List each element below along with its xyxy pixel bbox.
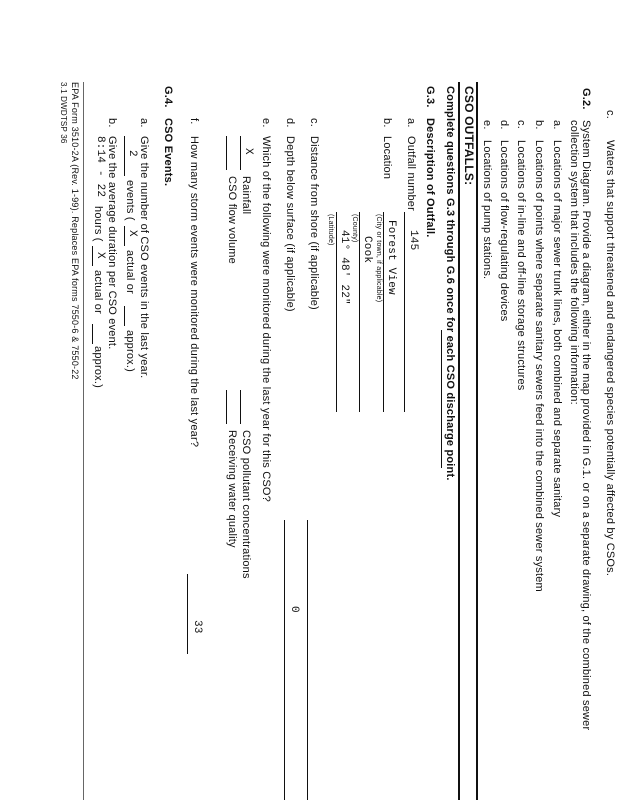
cso-heading-top-rule <box>476 82 478 800</box>
g4a-events-text: events ( <box>124 180 136 221</box>
g2-item-e-text: Locations of pump stations. <box>481 140 493 280</box>
city-caption: (City or town, if applicable) <box>375 214 382 303</box>
g4b-duration-value: 8:14 - 22 <box>94 136 106 198</box>
footer-form-id: EPA Form 3510-2A (Rev. 1-99). Replaces EPA forms 7550-6 & 7550-22 <box>70 82 80 380</box>
flow-checkbox-line[interactable] <box>226 136 227 170</box>
g2-item-b-text: Locations of points where separate sanitary sewers feed into the combined sewer system <box>533 140 545 592</box>
g3f-answer-line <box>187 574 188 654</box>
receiving-checkbox-line[interactable] <box>226 390 227 424</box>
g3-number: G.3. <box>424 86 436 108</box>
latitude-answer-line <box>336 212 337 412</box>
g4b-label: Give the average duration per CSO event. <box>106 136 118 350</box>
g4-number: G.4. <box>162 86 174 108</box>
item-c-text: Waters that support threatened and endangered species potentially affected by CSOs. <box>604 140 616 577</box>
g3a-outfall-number-value: 145 <box>407 230 419 251</box>
g3a-label: Outfall number <box>405 136 417 211</box>
g2-item-d-text: Locations of flow-regulating devices <box>498 140 510 322</box>
g2-item-a-marker: a. <box>551 120 563 130</box>
g3f-marker: f. <box>188 118 200 125</box>
receiving-label: Receiving water quality <box>226 430 238 548</box>
g4a-label: Give the number of CSO events in the last year. <box>138 136 150 379</box>
county-answer-line <box>359 212 360 412</box>
footer-rule <box>83 82 84 800</box>
rainfall-checkbox-line[interactable] <box>240 136 241 170</box>
cso-outfalls-heading: CSO OUTFALLS: <box>462 86 476 186</box>
g3e-label: Which of the following were monitored during the last year for this CSO? <box>260 136 272 502</box>
g2-item-e-marker: e. <box>481 120 493 130</box>
g2-text-line2: collection system that includes the following information: <box>568 120 580 405</box>
g3c-answer-line <box>307 520 308 800</box>
rainfall-label: Rainfall <box>240 176 252 215</box>
g3f-label: How many storm events were monitored during the last year? <box>188 136 200 448</box>
g4a-approx-checkbox-line[interactable] <box>124 306 125 326</box>
g4a-approx-text: approx.) <box>124 330 136 372</box>
complete-instruction: Complete questions G.3 through G.6 once for each CSO discharge point. <box>444 86 456 481</box>
g3d-depth-value: 0 <box>288 606 300 613</box>
g4a-actual-checkmark: X <box>126 230 138 237</box>
instruction-underline <box>441 330 442 468</box>
g3c-label: Distance from shore (if applicable) <box>308 136 320 310</box>
county-value: Cook <box>361 236 373 264</box>
g3f-storm-events-value: 33 <box>191 620 203 634</box>
g4b-hours-text: hours ( <box>92 206 104 242</box>
g4b-approx-text: approx.) <box>92 346 104 388</box>
g2-number: G.2. <box>580 88 592 110</box>
county-caption: (County) <box>351 214 358 243</box>
city-answer-line <box>383 212 384 412</box>
g4b-actual-checkbox-line[interactable] <box>92 246 93 266</box>
g3d-marker: d. <box>284 118 296 128</box>
flow-label: CSO flow volume <box>226 176 238 264</box>
g3a-marker: a. <box>405 118 417 128</box>
g4a-actual-checkbox-line[interactable] <box>124 226 125 246</box>
g4a-events-value: 2 <box>126 150 138 157</box>
latitude-value: 41° 48' 22" <box>338 230 350 305</box>
g4b-actual-checkmark: X <box>94 252 106 259</box>
g4-title: CSO Events. <box>162 118 174 187</box>
g3b-marker: b. <box>381 118 393 128</box>
g4b-actual-text: actual or <box>92 270 104 314</box>
g3d-answer-line <box>284 520 285 800</box>
g3a-answer-line <box>404 212 405 412</box>
pollutant-checkbox-line[interactable] <box>240 390 241 424</box>
g4a-events-line <box>124 136 125 176</box>
g2-item-b-marker: b. <box>533 120 545 130</box>
g2-text-line1: System Diagram. Provide a diagram, either in the map provided in G.1. or on a separate drawing, of the combined sewer <box>580 120 592 731</box>
g4a-actual-text: actual or <box>124 250 136 294</box>
g3b-label: Location <box>381 136 393 180</box>
g2-item-c-marker: c. <box>515 120 527 129</box>
g2-item-c-text: Locations of in-line and off-line storage structures <box>515 140 527 391</box>
g4a-marker: a. <box>138 118 150 128</box>
latitude-caption: (Latitude) <box>327 214 334 246</box>
cso-heading-bottom-rule <box>458 82 460 800</box>
item-c-marker: c. <box>604 110 616 119</box>
g4b-approx-checkbox-line[interactable] <box>92 324 93 344</box>
g2-item-d-marker: d. <box>498 120 510 130</box>
g3-title: Description of Outfall. <box>424 118 436 238</box>
g3e-marker: e. <box>260 118 272 128</box>
g3c-marker: c. <box>308 118 320 127</box>
rainfall-checkmark: X <box>242 148 254 155</box>
g3d-label: Depth below surface (if applicable) <box>284 136 296 312</box>
footer-page-id: 3.1 DWDTSP 36 <box>59 82 68 144</box>
g2-item-a-text: Locations of major sewer trunk lines, both combined and separate sanitary <box>551 140 563 518</box>
city-value: Forest View <box>385 220 397 295</box>
g4b-marker: b. <box>106 118 118 128</box>
pollutant-label: CSO pollutant concentrations <box>240 430 252 579</box>
